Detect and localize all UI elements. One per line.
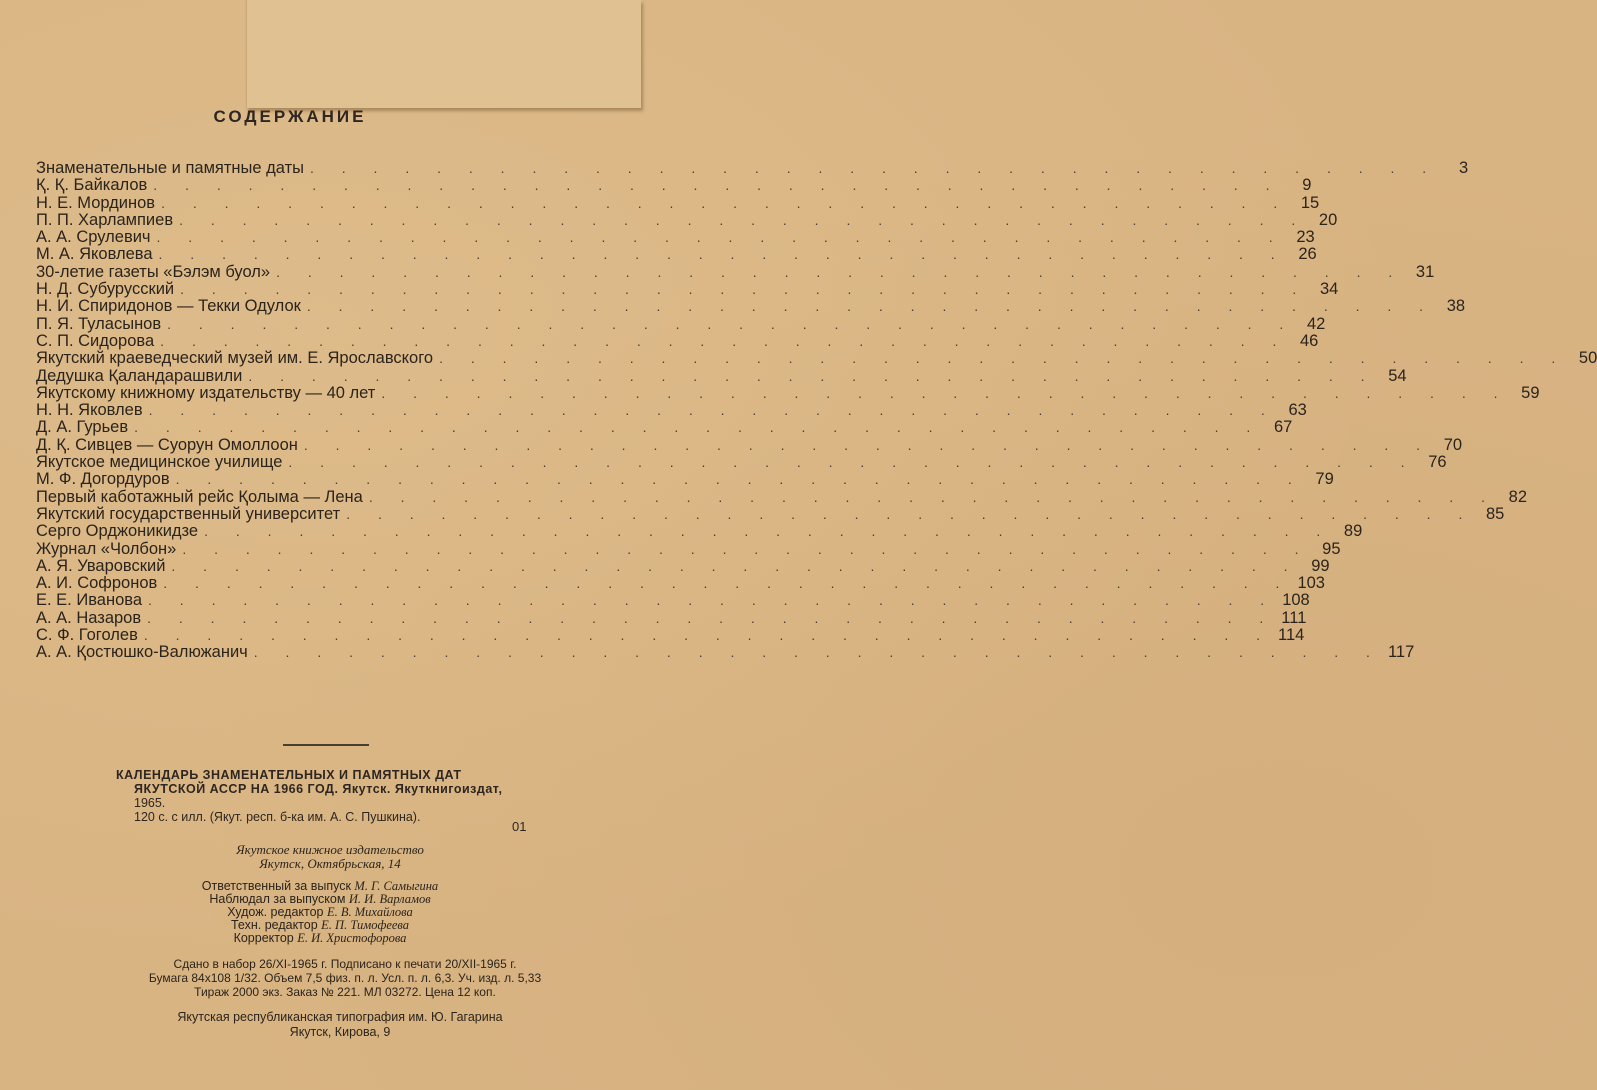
toc-entry-title: А. Я. Уваровский <box>36 556 166 575</box>
toc-entry-title: Серго Орджоникидзе <box>36 522 199 541</box>
toc-entry-title: Знаменательные и памятные даты <box>36 159 304 177</box>
credit-role: Корректор <box>233 931 294 945</box>
imprint-title-line: КАЛЕНДАРЬ ЗНАМЕНАТЕЛЬНЫХ И ПАМЯТНЫХ ДАТ <box>116 768 462 782</box>
toc-entry <box>36 435 1463 454</box>
toc-leader-dots: . . . . . . . . . . . . . . . . . . . . . . . . . . . . . . . . . . . . <box>148 402 1277 419</box>
credit-role: Техн. редактор <box>230 918 318 932</box>
toc-entry <box>36 349 1597 368</box>
toc-page-number: 95 <box>1322 539 1341 558</box>
toc-leader-dots: . . . . . . . . . . . . . . . . . . . . . . . . . . . . . . . . . . . . <box>167 315 1296 332</box>
toc-entry <box>36 574 1325 593</box>
toc-page-number: 9 <box>1302 176 1312 195</box>
credit-person: Е. В. Михайлова <box>327 905 413 919</box>
toc-entry <box>36 643 1415 662</box>
toc-entry <box>36 176 1312 195</box>
print-data-line: Тираж 2000 экз. Заказ № 221. МЛ 03272. Цена 12 коп. <box>194 985 496 999</box>
toc-page-number: 46 <box>1299 331 1319 350</box>
toc-entry-title: П. Я. Туласынов <box>36 314 162 333</box>
overlay-paper-sheet <box>246 0 641 108</box>
toc-entry <box>36 556 1330 575</box>
toc-entry <box>36 193 1320 212</box>
toc-page-number: 108 <box>1282 591 1310 610</box>
credit-person: И. И. Варламов <box>348 892 431 906</box>
toc-page-number: 67 <box>1273 418 1293 437</box>
toc-page-number: 82 <box>1508 487 1527 506</box>
toc-entry <box>36 228 1315 247</box>
toc-page-number: 34 <box>1319 280 1339 299</box>
publisher-block <box>0 843 660 871</box>
toc-entry <box>36 383 1540 402</box>
toc-entry-title: Н. Н. Яковлев <box>36 401 143 420</box>
toc-entry-title: Н. И. Спиридонов — Текки Одулок <box>36 297 301 316</box>
toc-leader-dots: . . . . . . . . . . . . . . . . . . . . . . . . . . . . . . . . . . . . <box>175 471 1304 488</box>
toc-leader-dots: . . . . . . . . . . . . . . . . . . . . . . . . . . . . . . . . . . . . <box>310 160 1439 176</box>
toc-entry-title: Якутский краеведческий музей им. Е. Ярославского <box>36 349 434 368</box>
toc-entry <box>36 470 1334 489</box>
toc-page-number: 111 <box>1281 608 1307 627</box>
toc-leader-dots: . . . . . . . . . . . . . . . . . . . . . . . . . . . . . . . . . . . . <box>158 246 1287 263</box>
credit-role: Ответственный за выпуск <box>201 879 351 893</box>
toc-entry-title: Дедушка Қаландарашвили <box>36 366 243 385</box>
toc-entry <box>36 297 1466 316</box>
toc-entry-title: Якутскому книжному издательству — 40 лет <box>36 383 376 402</box>
toc-entry <box>36 314 1326 333</box>
page-title: СОДЕРЖАНИЕ <box>213 107 367 126</box>
toc-entry-title: А. А. Назаров <box>36 608 142 627</box>
toc-entry <box>36 366 1407 385</box>
typography-block <box>0 1010 680 1040</box>
toc-leader-dots: . . . . . . . . . . . . . . . . . . . . . . . . . . . . . . . . . . . . <box>160 332 1289 349</box>
toc-leader-dots: . . . . . . . . . . . . . . . . . . . . . . . . . . . . . . . . . . . . <box>182 540 1311 557</box>
toc-leader-dots: . . . . . . . . . . . . . . . . . . . . . . . . . . . . . . . . . . . . <box>153 177 1282 194</box>
toc-entry-title: Первый каботажный рейс Қолыма — Лена <box>36 487 363 506</box>
toc-entry <box>36 262 1435 281</box>
toc-entry <box>36 487 1527 506</box>
toc-leader-dots: . . . . . . . . . . . . . . . . . . . . . . . . . . . . . . . . . . . . <box>439 350 1568 367</box>
toc-entry <box>36 331 1319 350</box>
toc-entry <box>36 504 1505 523</box>
toc-page-number: 42 <box>1306 314 1326 333</box>
credit-person: М. Г. Самыгина <box>354 879 439 893</box>
toc-page-number: 26 <box>1298 245 1317 264</box>
toc-leader-dots: . . . . . . . . . . . . . . . . . . . . . . . . . . . . . . . . . . . . <box>381 384 1510 401</box>
toc-leader-dots: . . . . . . . . . . . . . . . . . . . . . . . . . . . . . . . . . . . . <box>143 627 1273 644</box>
toc-page-number: 99 <box>1311 556 1330 575</box>
toc-leader-dots: . . . . . . . . . . . . . . . . . . . . . . . . . . . . . . . . . . . . <box>346 505 1475 522</box>
credit-line <box>0 932 640 945</box>
toc-entry-title: Якутский государственный университет <box>36 504 341 523</box>
toc-entry <box>36 608 1307 627</box>
toc-leader-dots: . . . . . . . . . . . . . . . . . . . . . . . . . . . . . . . . . . . . <box>161 194 1290 211</box>
toc-page-number: 31 <box>1415 262 1435 281</box>
table-of-contents <box>36 159 1597 662</box>
toc-entry <box>36 210 1338 229</box>
toc-leader-dots: . . . . . . . . . . . . . . . . . . . . . . . . . . . . . . . . . . . . <box>288 454 1417 471</box>
toc-entry-title: Н. Д. Субурусский <box>36 280 175 299</box>
toc-entry <box>36 245 1317 264</box>
toc-entry <box>36 626 1305 645</box>
toc-page-number: 79 <box>1315 470 1334 489</box>
imprint-code: 01 <box>512 819 527 834</box>
toc-entry-title: Қ. Қ. Байкалов <box>36 176 148 195</box>
toc-leader-dots: . . . . . . . . . . . . . . . . . . . . . . . . . . . . . . . . . . . . <box>248 367 1377 384</box>
toc-page-number: 54 <box>1388 366 1407 385</box>
typography-address: Якутск, Кирова, 9 <box>289 1025 391 1039</box>
toc-leader-dots: . . . . . . . . . . . . . . . . . . . . . . . . . . . . . . . . . . . . <box>147 609 1276 626</box>
toc-page-number: 89 <box>1343 522 1363 541</box>
toc-entry-title: Д. А. Гурьев <box>36 418 129 437</box>
credit-person: Е. И. Христофорова <box>297 931 407 945</box>
toc-entry <box>36 539 1341 558</box>
toc-entry <box>36 159 1469 177</box>
toc-page-number: 23 <box>1296 228 1315 247</box>
toc-leader-dots: . . . . . . . . . . . . . . . . . . . . . . . . . . . . . . . . . . . . <box>180 281 1309 298</box>
toc-entry-title: Якутское медицинское училище <box>36 453 283 472</box>
credit-role: Худож. редактор <box>227 905 324 919</box>
toc-leader-dots: . . . . . . . . . . . . . . . . . . . . . . . . . . . . . . . . . . . . <box>179 211 1308 228</box>
imprint-title-line-2: ЯКУТСКОЙ АССР НА 1966 ГОД. Якутск. Якуткнигоиздат, <box>134 782 503 796</box>
credit-person: Е. П. Тимофеева <box>321 918 410 932</box>
toc-leader-dots: . . . . . . . . . . . . . . . . . . . . . . . . . . . . . . . . . . . . <box>204 523 1333 540</box>
toc-entry <box>36 280 1339 299</box>
toc-leader-dots: . . . . . . . . . . . . . . . . . . . . . . . . . . . . . . . . . . . . <box>306 298 1436 315</box>
print-data-line: Сдано в набор 26/XI-1965 г. Подписано к печати 20/XII-1965 г. <box>173 957 517 971</box>
toc-page-number: 103 <box>1297 574 1325 593</box>
toc-entry <box>36 591 1310 610</box>
toc-leader-dots: . . . . . . . . . . . . . . . . . . . . . . . . . . . . . . . . . . . . <box>163 575 1292 592</box>
toc-leader-dots: . . . . . . . . . . . . . . . . . . . . . . . . . . . . . . . . . . . . <box>303 436 1433 453</box>
toc-leader-dots: . . . . . . . . . . . . . . . . . . . . . . . . . . . . . . . . . . . . <box>276 263 1405 280</box>
toc-page-number: 117 <box>1387 643 1415 662</box>
toc-entry-title: С. П. Сидорова <box>36 331 155 350</box>
print-data-block <box>0 957 690 999</box>
separator-rule <box>283 744 369 746</box>
imprint-year: 1965. <box>134 796 166 810</box>
publisher-address: Якутск, Октябрьская, 14 <box>259 856 401 871</box>
toc-leader-dots: . . . . . . . . . . . . . . . . . . . . . . . . . . . . . . . . . . . . <box>368 488 1497 505</box>
credit-role: Наблюдал за выпуском <box>209 892 346 906</box>
toc-entry-title: М. А. Яковлева <box>36 245 153 264</box>
toc-entry-title: А. И. Софронов <box>36 574 158 593</box>
toc-entry-title: Д. Қ. Сивцев — Суорун Омоллоон <box>36 435 298 454</box>
toc-entry-title: 30-летие газеты «Бэлэм буол» <box>36 262 271 281</box>
toc-entry-title: С. Ф. Гоголев <box>36 626 138 645</box>
toc-page-number: 20 <box>1318 210 1338 229</box>
toc-entry-title: Н. Е. Мординов <box>36 193 156 212</box>
publisher-name: Якутское книжное издательство <box>236 842 424 857</box>
toc-entry-title: Журнал «Чолбон» <box>36 539 177 558</box>
toc-page-number: 3 <box>1458 159 1469 177</box>
toc-page-number: 76 <box>1428 453 1447 472</box>
imprint-pages: 120 с. с илл. (Якут. респ. б-ка им. А. С. Пушкина). <box>134 810 421 824</box>
typography-name: Якутская республиканская типография им. Ю. Гагарина <box>177 1010 503 1024</box>
toc-entry-title: М. Ф. Догордуров <box>36 470 170 489</box>
toc-page-number: 59 <box>1521 383 1540 402</box>
toc-page-number: 114 <box>1278 626 1305 645</box>
toc-leader-dots: . . . . . . . . . . . . . . . . . . . . . . . . . . . . . . . . . . . . <box>253 644 1382 661</box>
toc-page-number: 70 <box>1443 435 1463 454</box>
toc-leader-dots: . . . . . . . . . . . . . . . . . . . . . . . . . . . . . . . . . . . . <box>148 592 1277 609</box>
toc-page-number: 38 <box>1446 297 1466 316</box>
toc-entry-title: А. А. Срулевич <box>36 228 151 247</box>
toc-page-number: 50 <box>1578 349 1597 368</box>
toc-entry <box>36 453 1447 472</box>
toc-entry <box>36 418 1293 437</box>
toc-page-number: 15 <box>1300 193 1320 212</box>
toc-entry-title: Е. Е. Иванова <box>36 591 143 610</box>
toc-leader-dots: . . . . . . . . . . . . . . . . . . . . . . . . . . . . . . . . . . . . <box>171 557 1300 574</box>
bibliographic-imprint <box>116 768 536 834</box>
toc-page-number: 63 <box>1288 401 1307 420</box>
credits-block <box>0 880 640 945</box>
toc-entry <box>36 401 1307 420</box>
toc-leader-dots: . . . . . . . . . . . . . . . . . . . . . . . . . . . . . . . . . . . . <box>156 229 1285 246</box>
toc-page-number: 85 <box>1486 504 1505 523</box>
toc-entry <box>36 522 1363 541</box>
print-data-line: Бумага 84x108 1/32. Объем 7,5 физ. п. л. Усл. п. л. 6,3. Уч. изд. л. 5,33 <box>148 971 542 985</box>
toc-entry-title: П. П. Харлампиев <box>36 210 174 229</box>
toc-entry-title: А. А. Қостюшко-Валюжанич <box>36 643 248 662</box>
toc-leader-dots: . . . . . . . . . . . . . . . . . . . . . . . . . . . . . . . . . . . . <box>134 419 1263 436</box>
